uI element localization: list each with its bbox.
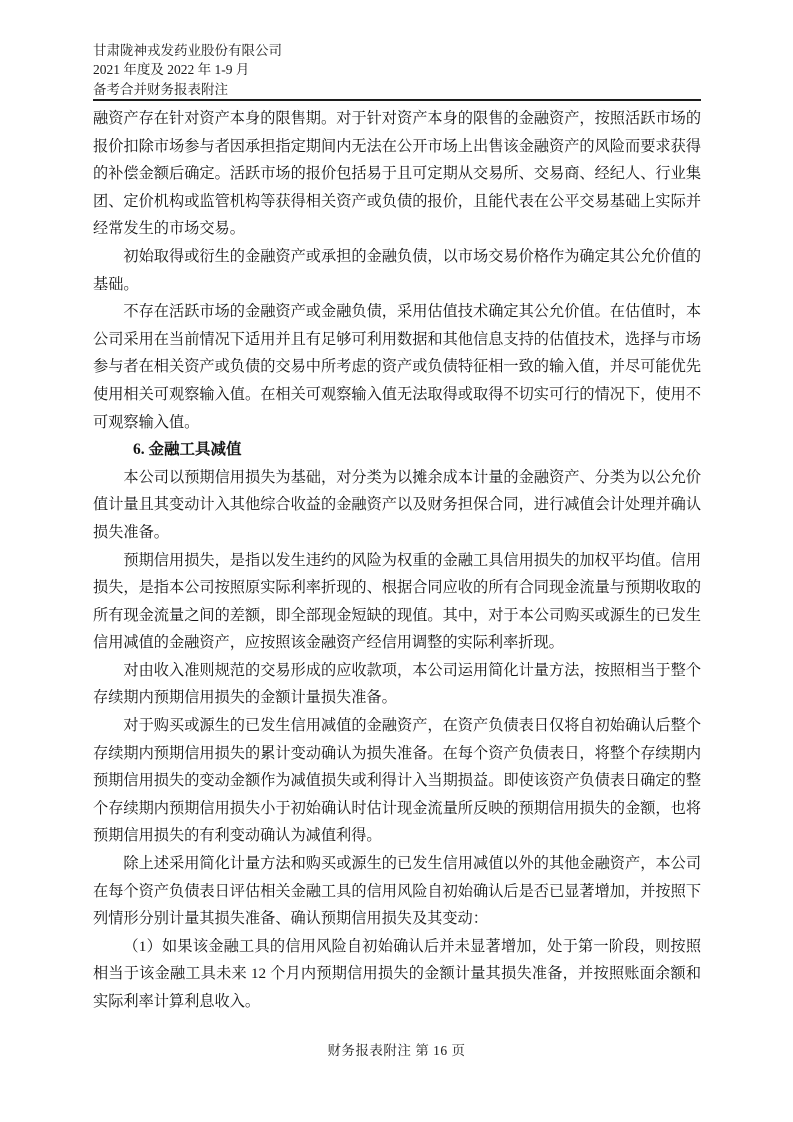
section-heading: 6. 金融工具减值 [133, 441, 242, 459]
body-paragraph: 预期信用损失，是指以发生违约的风险为权重的金融工具信用损失的加权平均值。信用损失，是指本公司按照原实际利率折现的、根据合同应收的所有合同现金流量与预期收取的所有现金流量之间的差额，即全部现金短缺的现值。其中，对于本公司购买或源生的已发生信用减值的金融资产，应按照该金融资产经信用调整的实际利率折现。 [93, 551, 701, 652]
header-doctitle-line: 备考合并财务报表附注 [93, 81, 228, 97]
page-footer: 财务报表附注 第 16 页 [327, 1043, 466, 1058]
page-header [93, 41, 701, 99]
body-paragraph: 本公司以预期信用损失为基础，对分类为以摊余成本计量的金融资产、分类为以公允价值计量且其变动计入其他综合收益的金融资产以及财务担保合同，进行减值会计处理并确认损失准备。 [93, 468, 701, 541]
body-paragraph: 不存在活跃市场的金融资产或金融负债，采用估值技术确定其公允价值。在估值时，本公司采用在当前情况下适用并且有足够可利用数据和其他信息支持的估值技术，选择与市场参与者在相关资产或负债的交易中所考虑的资产或负债特征相一致的输入值，并尽可能优先使用相关可观察输入值。在相关可观察输入值无法取得或取得不切实可行的情况下，使用不可观察输入值。 [93, 303, 701, 431]
body-paragraph: 除上述采用简化计量方法和购买或源生的已发生信用减值以外的其他金融资产，本公司在每个资产负债表日评估相关金融工具的信用风险自初始确认后是否已显著增加，并按照下列情形分别计量其损失准备、确认预期信用损失及其变动： [93, 855, 701, 928]
body-paragraph: （1）如果该金融工具的信用风险自初始确认后并未显著增加，处于第一阶段，则按照相当于该金融工具未来 12 个月内预期信用损失的金额计量其损失准备，并按照账面余额和实际利率计算利息收入。 [93, 937, 701, 1010]
body-paragraph: 对于购买或源生的已发生信用减值的金融资产，在资产负债表日仅将自初始确认后整个存续期内预期信用损失的累计变动确认为损失准备。在每个资产负债表日，将整个存续期内预期信用损失的变动金额作为减值损失或利得计入当期损益。即使该资产负债表日确定的整个存续期内预期信用损失小于初始确认时估计现金流量所反映的预期信用损失的金额，也将预期信用损失的有利变动确认为减值利得。 [93, 717, 701, 845]
body-paragraph: 对由收入准则规范的交易形成的应收款项，本公司运用简化计量方法，按照相当于整个存续期内预期信用损失的金额计量损失准备。 [93, 661, 701, 707]
header-divider [93, 99, 701, 101]
body-paragraph: 融资产存在针对资产本身的限售期。对于针对资产本身的限售的金融资产，按照活跃市场的报价扣除市场参与者因承担指定期间内无法在公开市场上出售该金融资产的风险而要求获得的补偿金额后确定。活跃市场的报价包括易于且可定期从交易所、交易商、经纪人、行业集团、定价机构或监管机构等获得相关资产或负债的报价，且能代表在公平交易基础上实际并经常发生的市场交易。 [93, 110, 701, 238]
header-company-line: 甘肃陇神戎发药业股份有限公司 [93, 43, 282, 58]
document-body [93, 105, 701, 1016]
header-period-line: 2021 年度及 2022 年 1-9 月 [93, 62, 250, 78]
body-paragraph: 初始取得或衍生的金融资产或承担的金融负债，以市场交易价格作为确定其公允价值的基础。 [93, 247, 701, 293]
